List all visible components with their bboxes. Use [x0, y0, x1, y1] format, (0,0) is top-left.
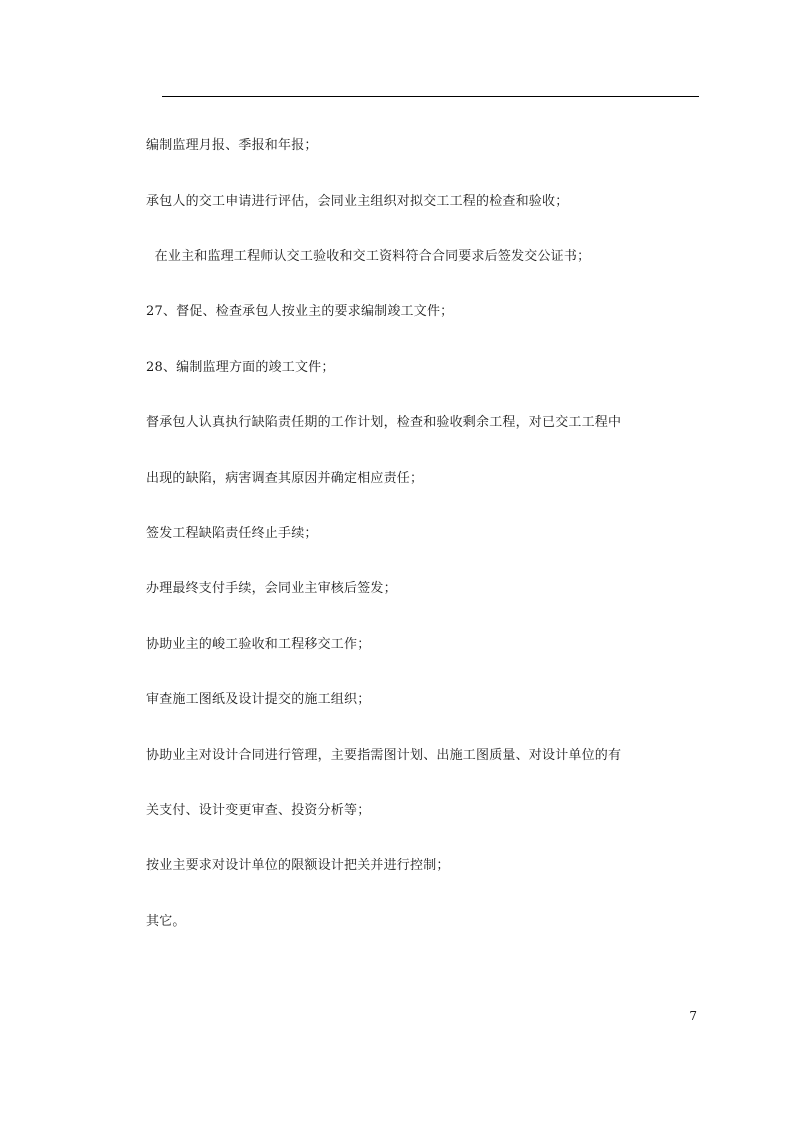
text-line-1: 编制监理月报、季报和年报； [146, 138, 318, 153]
text-line-13: 关支付、设计变更审查、投资分析等； [146, 803, 371, 818]
text-line-15: 其它。 [146, 914, 186, 929]
header-rule [162, 96, 699, 97]
text-line-6: 督承包人认真执行缺陷责任期的工作计划，检查和验收剩余工程，对已交工工程中 [146, 415, 622, 430]
text-line-11: 审查施工图纸及设计提交的施工组织； [146, 692, 371, 707]
text-line-3: 在业主和监理工程师认交工验收和交工资料符合合同要求后签发交公证书； [146, 249, 591, 264]
text-line-14: 按业主要求对设计单位的限额设计把关并进行控制； [146, 858, 450, 873]
text-line-4: 27、督促、检查承包人按业主的要求编制竣工文件； [146, 304, 454, 319]
page-number: 7 [689, 1009, 697, 1023]
text-line-8: 签发工程缺陷责任终止手续； [146, 526, 318, 541]
text-line-12: 协助业主对设计合同进行管理，主要指需图计划、出施工图质量、对设计单位的有 [146, 748, 622, 763]
text-line-10: 协助业主的峻工验收和工程移交工作； [146, 637, 371, 652]
text-line-5: 28、编制监理方面的竣工文件； [146, 360, 335, 375]
text-line-7: 出现的缺陷，病害调查其原因并确定相应责任； [146, 471, 424, 486]
text-line-9: 办理最终支付手续，会同业主审核后签发； [146, 581, 397, 596]
text-line-2: 承包人的交工申请进行评估，会同业主组织对拟交工工程的检查和验收； [146, 194, 569, 209]
